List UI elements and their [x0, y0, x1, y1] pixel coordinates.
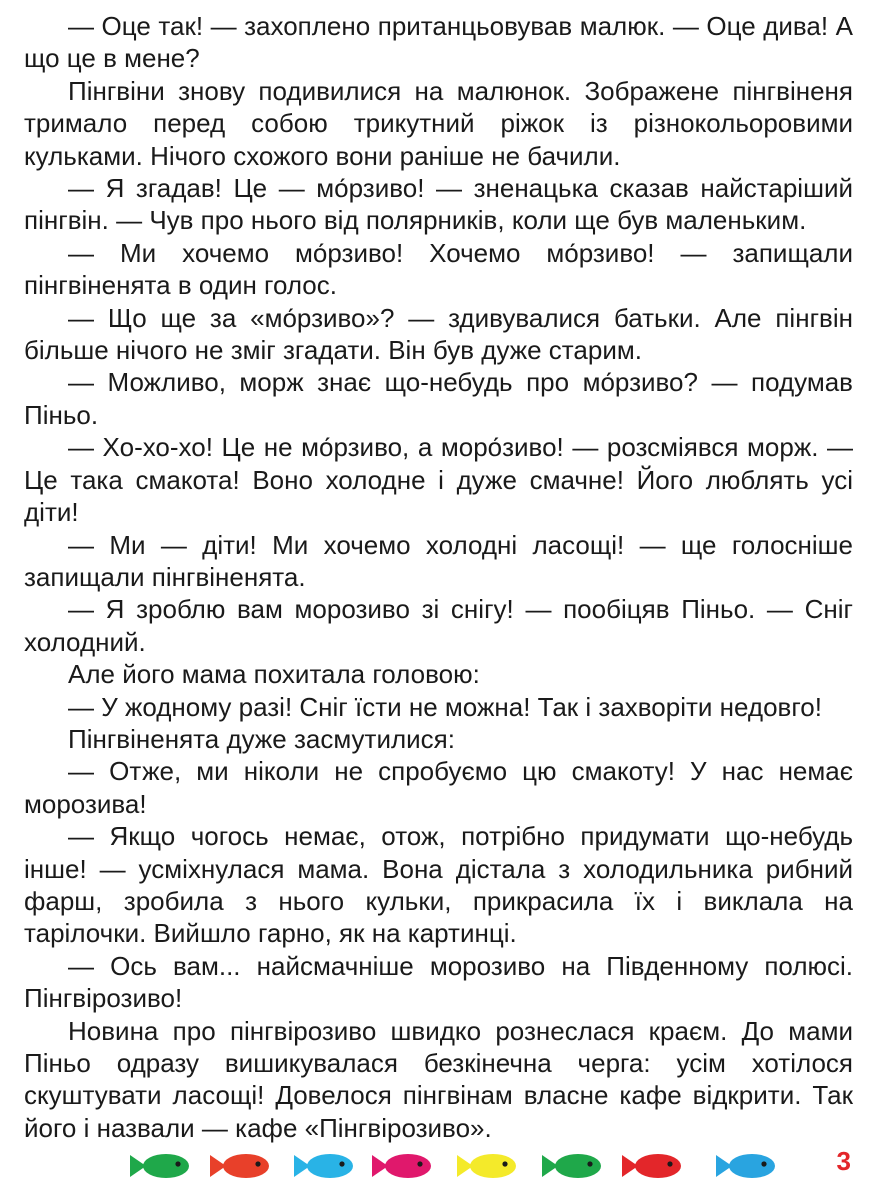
page-footer [0, 1140, 871, 1190]
fish-icon [714, 1152, 778, 1180]
paragraph: — Ми хочемо мо́рзиво! Хочемо мо́рзиво! — запищали пінгвіненята в один голос. [24, 237, 853, 301]
fish-icon [292, 1152, 356, 1180]
paragraph: — Якщо чогось немає, отож, потрібно придумати що-небудь інше! — усміхнулася мама. Вона дістала з холодильника рибний фарш, зробила з нього кульки, прикрасила їх і виклала на тарілочки. Вийшло гарно, як на картинці. [24, 821, 853, 949]
paragraph: — Я зроблю вам морозиво зі снігу! — пообіцяв Піньо. — Сніг холодний. [24, 594, 853, 657]
story-text [24, 10, 853, 1144]
paragraph: — Ось вам... найсмачніше морозиво на Південному полюсі. Пінгвірозиво! [24, 950, 853, 1014]
fish-icon [620, 1152, 684, 1180]
fish-icon [208, 1152, 272, 1180]
paragraph: Пінгвіненята дуже засмутилися: [68, 723, 455, 754]
paragraph: Пінгвіни знову подивилися на малюнок. Зображене пінгвіненя тримало перед собою трикутний ріжок із різнокольоровими кульками. Нічого схожого вони раніше не бачили. [24, 75, 853, 171]
fish-icon [128, 1152, 192, 1180]
fish-icon [455, 1152, 519, 1180]
paragraph: — Можливо, морж знає що-небудь про мо́рзиво? — подумав Піньо. [24, 367, 853, 430]
paragraph: Новина про пінгвірозиво швидко рознеслася краєм. До мами Піньо одразу вишикувалася безкінечна черга: усім хотілося скуштувати ласощі! Довелося пінгвінам власне кафе відкрити. Так його і назвали — кафе «Пінгвірозиво». [24, 1015, 853, 1143]
paragraph: — Хо-хо-хо! Це не мо́рзиво, а моро́зиво! — розсміявся морж. — Це така смакота! Воно холодне і дуже смачне! Його люблять усі діти! [24, 432, 853, 528]
page-number: 3 [836, 1146, 851, 1176]
paragraph: — Що ще за «мо́рзиво»? — здивувалися батьки. Але пінгвін більше нічого не зміг згадати. Він був дуже старим. [24, 302, 853, 366]
paragraph: — Я згадав! Це — мо́рзиво! — зненацька сказав найстаріший пінгвін. — Чув про нього від полярників, коли ще був маленьким. [24, 173, 853, 236]
paragraph: — Отже, ми ніколи не спробуємо цю смакоту! У нас немає морозива! [24, 756, 853, 819]
paragraph: — Ми — діти! Ми хочемо холодні ласощі! — ще голосніше запищали пінгвіненята. [24, 529, 853, 592]
paragraph: — У жодному разі! Сніг їсти не можна! Так і захворіти недовго! [68, 691, 822, 722]
paragraph: Але його мама похитала головою: [68, 659, 480, 690]
fish-icon [540, 1152, 604, 1180]
paragraph: — Оце так! — захоплено пританцьовував малюк. — Оце дива! А що це в мене? [24, 11, 853, 74]
fish-icon [370, 1152, 434, 1180]
